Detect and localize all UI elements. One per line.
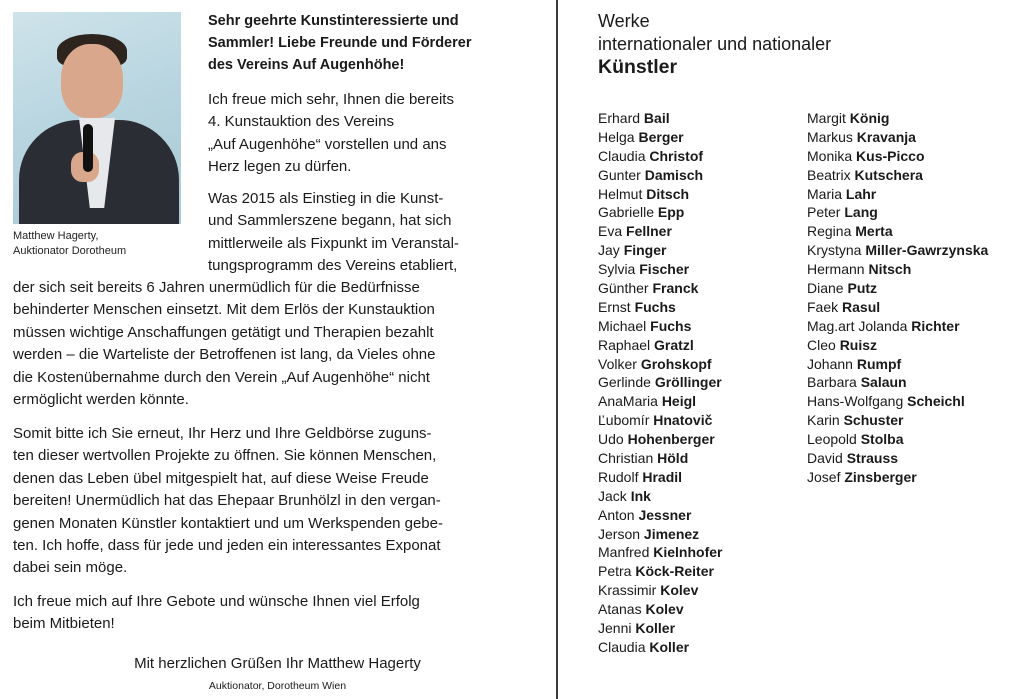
artist-first-name: Barbara [807,374,857,391]
artist-entry [598,430,722,449]
artist-last-name: Zinsberger [844,468,917,485]
artist-entry [807,128,988,147]
artist-entry [598,411,722,430]
artist-last-name: Schuster [843,412,904,429]
artist-last-name: Damisch [644,166,704,183]
artist-last-name: Hohenberger [627,431,715,448]
artist-entry [598,581,722,600]
artist-entry [598,260,722,279]
text-line: Was 2015 als Einstieg in die Kunst- [208,190,444,207]
artist-last-name: Kutschera [854,166,923,183]
text-line: werden – die Warteliste der Betroffenen ist lang, da Vieles ohne [13,346,436,364]
artist-first-name: Krystyna [807,242,862,259]
text-line: Herz legen zu dürfen. [208,158,352,176]
artist-entry [598,487,722,506]
artist-first-name: Helmut [598,185,643,202]
artist-first-name: AnaMaria [598,393,658,410]
artist-first-name: Helga [598,128,635,145]
artist-entry [598,392,722,411]
artist-first-name: Josef [807,468,841,485]
artist-first-name: Jay [598,242,620,259]
artist-last-name: Fischer [639,261,690,278]
artist-first-name: Atanas [598,601,642,618]
text-line: 4. Kunstauktion des Vereins [208,113,394,131]
text-line: „Auf Augenhöhe“ vorstellen und ans [208,135,447,153]
caption-line: Auktionator Dorotheum [13,245,127,257]
artist-first-name: Johann [807,355,853,372]
artist-last-name: Jessner [638,506,692,523]
artist-last-name: Gratzl [654,336,694,353]
artist-entry [807,411,988,430]
artist-last-name: Koller [649,638,690,655]
artist-entry [807,166,988,185]
artist-last-name: Köck-Reiter [635,563,714,580]
artist-entry [598,525,722,544]
text-line: die Kostenübernahme durch den Verein „Auf Augenhöhe“ nicht [13,368,430,386]
artist-last-name: Ditsch [646,185,690,202]
artist-first-name: Ľubomír [598,412,650,429]
artist-entry [598,298,722,317]
artist-last-name: Fellner [626,223,672,240]
artist-first-name: Michael [598,317,647,334]
text-line: denen das Leben übel mitgespielt hat, auf diese Weise Freude [13,469,429,487]
artist-entry [598,128,722,147]
text-line: ten. Ich hoffe, dass für jede und jeden ein interessantes Exponat [13,537,441,555]
artist-first-name: Mag.art Jolanda [807,317,908,334]
portrait-face [61,44,123,118]
artist-last-name: Finger [623,242,667,259]
artist-last-name: Christof [649,147,704,164]
paragraph-history-top [208,188,459,278]
text-line: beim Mitbieten! [13,615,115,633]
artist-first-name: Diane [807,280,844,297]
artist-last-name: Rumpf [856,355,902,372]
artist-first-name: Rudolf [598,468,639,485]
artist-last-name: Hnatovič [653,412,713,429]
text-line: und Sammlerszene begann, hat sich [208,212,452,230]
paragraph-appeal [13,423,443,580]
artist-last-name: Jimenez [643,525,700,542]
caption-line: Matthew Hagerty, [13,230,99,242]
text-line: ten dieser wertvollen Projekte zu öffnen. Sie können Menschen, [13,447,437,465]
artist-last-name: Hradil [642,468,683,485]
artist-entry [598,147,722,166]
artist-first-name: Regina [807,223,852,240]
artist-first-name: Petra [598,563,632,580]
artist-entry [807,430,988,449]
artist-first-name: Hermann [807,261,865,278]
text-line: Ich freue mich sehr, Ihnen die bereits [208,91,454,108]
artist-first-name: Gunter [598,166,641,183]
artist-entry [598,600,722,619]
artist-last-name: Ruisz [839,336,878,353]
artist-first-name: Manfred [598,544,650,561]
artist-last-name: Rasul [842,298,881,315]
artist-first-name: Beatrix [807,166,851,183]
artist-last-name: Miller-Gawrzynska [865,242,989,259]
greeting-line: Sehr geehrte Kunstinteressierte und [208,13,459,29]
artist-first-name: Peter [807,204,841,221]
artist-entry [807,468,988,487]
artist-first-name: David [807,450,843,467]
artist-entry [598,562,722,581]
artist-first-name: Udo [598,431,624,448]
artist-first-name: Jenni [598,620,632,637]
artist-entry [807,449,988,468]
artist-first-name: Faek [807,298,839,315]
artist-last-name: Fuchs [634,298,676,315]
title-line-bold: Künstler [598,56,678,78]
artist-last-name: Kolev [645,601,684,618]
greeting-line: des Vereins Auf Augenhöhe! [208,57,405,73]
artist-entry [598,166,722,185]
artist-first-name: Volker [598,355,637,372]
artist-first-name: Günther [598,280,649,297]
artist-first-name: Jerson [598,525,641,542]
artist-entry [807,147,988,166]
artist-entry [807,109,988,128]
artist-entry [807,260,988,279]
artist-entry [598,279,722,298]
artist-entry [807,185,988,204]
artist-entry [598,373,722,392]
artist-first-name: Markus [807,128,853,145]
text-line: Ich freue mich auf Ihre Gebote und wünsche Ihnen viel Erfolg [13,593,420,610]
artist-first-name: Cleo [807,336,836,353]
artist-entry [598,619,722,638]
text-line: ermöglicht werden könnte. [13,391,189,409]
artist-last-name: Kravanja [856,128,916,145]
artist-first-name: Monika [807,147,853,164]
artist-entry [807,317,988,336]
text-line: tungsprogramm des Vereins etabliert, [208,257,458,275]
artist-first-name: Anton [598,506,635,523]
artist-first-name: Karin [807,412,840,429]
artist-last-name: Kolev [660,582,699,599]
artist-last-name: Kielnhofer [653,544,723,561]
artist-last-name: Höld [657,450,689,467]
artist-first-name: Claudia [598,638,646,655]
artist-last-name: Koller [635,620,676,637]
artist-first-name: Eva [598,223,623,240]
artist-entry [598,185,722,204]
artist-list-column-2 [807,109,988,487]
artist-first-name: Margit [807,110,846,126]
artist-last-name: Epp [657,204,685,221]
artist-first-name: Claudia [598,147,646,164]
artist-entry [807,336,988,355]
artist-last-name: König [849,110,890,126]
text-line: behinderter Menschen einsetzt. Mit dem Erlös der Kunstauktion [13,301,435,319]
artist-entry [807,355,988,374]
artist-last-name: Lang [844,204,878,221]
artist-list-column-1 [598,109,722,657]
artist-entry [598,638,722,657]
portrait-photo [13,12,181,224]
artist-last-name: Gröllinger [654,374,722,391]
artist-first-name: Maria [807,185,843,202]
artist-entry [598,506,722,525]
text-line: mittlerweile als Fixpunkt im Veranstal- [208,234,459,252]
artist-entry [807,279,988,298]
artist-entry [598,109,722,128]
artist-last-name: Salaun [860,374,907,391]
artist-entry [807,222,988,241]
artists-title [598,10,831,79]
artist-entry [807,298,988,317]
artist-entry [598,468,722,487]
title-line: internationaler und nationaler [598,34,832,54]
artist-entry [598,355,722,374]
artist-last-name: Strauss [846,450,899,467]
text-line: müssen wichtige Anschaffungen getätigt und Therapien bezahlt [13,323,434,341]
artist-first-name: Krassimir [598,582,657,599]
microphone-icon [83,124,93,172]
artist-last-name: Kus-Picco [856,147,925,164]
artist-last-name: Berger [638,128,684,145]
text-line: genen Monaten Künstler kontaktiert und um Werkspenden gebe- [13,514,443,532]
artist-first-name: Hans-Wolfgang [807,393,904,410]
artist-last-name: Scheichl [907,393,965,410]
artist-first-name: Raphael [598,336,651,353]
text-line: Somit bitte ich Sie erneut, Ihr Herz und Ihre Geldbörse zuguns- [13,425,432,442]
artist-last-name: Bail [643,110,670,126]
text-line: bereiten! Unermüdlich hat das Ehepaar Brunhölzl in den vergan- [13,492,441,510]
paragraph-intro [208,89,454,179]
greeting-line: Sammler! Liebe Freunde und Förderer [208,35,472,51]
artist-last-name: Lahr [845,185,877,202]
artist-first-name: Erhard [598,110,641,126]
text-line: der sich seit bereits 6 Jahren unermüdlich für die Bedürfnisse [13,279,420,296]
closing-title: Auktionator, Dorotheum Wien [208,680,347,692]
artist-last-name: Fuchs [650,317,692,334]
artist-last-name: Putz [847,280,878,297]
artist-entry [598,241,722,260]
artist-last-name: Richter [911,317,960,334]
artist-first-name: Jack [598,487,627,504]
artist-first-name: Gerlinde [598,374,651,391]
artist-entry [598,317,722,336]
artist-entry [807,241,988,260]
artist-first-name: Christian [598,450,654,467]
artist-entry [807,373,988,392]
artist-last-name: Nitsch [868,261,912,278]
artist-last-name: Ink [630,487,651,504]
text-line: dabei sein möge. [13,559,128,577]
artist-first-name: Leopold [807,431,857,448]
title-line: Werke [598,11,650,31]
artist-last-name: Heigl [661,393,697,410]
artist-entry [598,203,722,222]
artist-entry [807,203,988,222]
closing-signature: Mit herzlichen Grüßen Ihr Matthew Hagerty [134,655,421,672]
artist-last-name: Stolba [860,431,904,448]
artist-last-name: Grohskopf [640,355,712,372]
artist-entry [598,222,722,241]
artist-entry [807,392,988,411]
artist-entry [598,336,722,355]
artist-first-name: Gabrielle [598,204,655,221]
photo-caption [13,229,126,259]
artist-last-name: Merta [855,223,893,240]
artist-entry [598,449,722,468]
artist-entry [598,543,722,562]
artist-first-name: Ernst [598,298,631,315]
artist-first-name: Sylvia [598,261,636,278]
paragraph-history-bottom [13,277,435,411]
paragraph-wishes [13,591,420,636]
right-page [558,0,1024,699]
greeting-heading [208,10,538,76]
artist-last-name: Franck [652,280,699,297]
